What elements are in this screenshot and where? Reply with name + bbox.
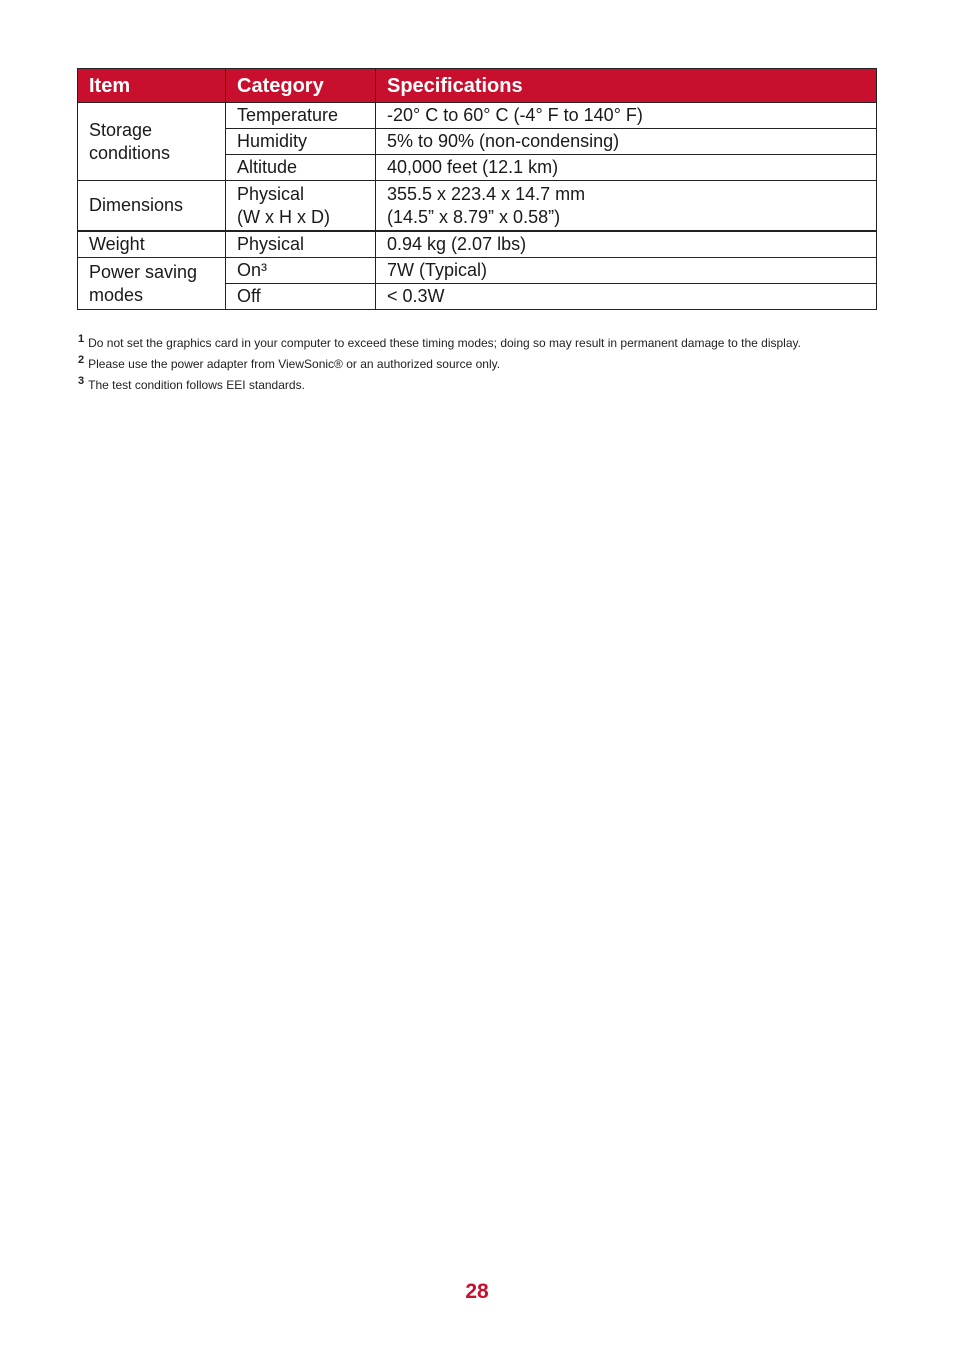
page-number: 28 xyxy=(465,1280,489,1303)
spec-cell: < 0.3W xyxy=(376,284,877,310)
spec-cell: 5% to 90% (non-condensing) xyxy=(376,129,877,155)
table-row xyxy=(78,231,877,258)
item-storage-conditions: Storage conditions xyxy=(78,103,226,181)
category-cell: Physical xyxy=(226,231,376,258)
item-weight: Weight xyxy=(78,231,226,258)
footnote: $^1$ Do not set the graphics card in your computer to exceed these timing modes; doing so may result in permanent damage to the display. xyxy=(78,333,801,350)
spec-cell: 0.94 kg (2.07 lbs) xyxy=(376,231,877,258)
header-item: Item xyxy=(78,69,226,103)
footnote: $^3$ The test condition follows EEI standards. xyxy=(78,375,305,392)
item-power-saving-modes: Power saving modes xyxy=(78,258,226,310)
category-cell: On³ xyxy=(226,258,376,284)
table-header-row xyxy=(78,69,877,103)
category-cell: Temperature xyxy=(226,103,376,129)
header-specifications: Specifications xyxy=(376,69,877,103)
category-cell: Physical (W x H x D) xyxy=(226,181,376,232)
footnotes xyxy=(78,329,898,392)
table-row xyxy=(78,258,877,284)
spec-cell: -20° C to 60° C (-4° F to 140° F) xyxy=(376,103,877,129)
table-row xyxy=(78,181,877,232)
category-cell: Humidity xyxy=(226,129,376,155)
specifications-table xyxy=(77,68,877,310)
item-dimensions: Dimensions xyxy=(78,181,226,232)
category-cell: Off xyxy=(226,284,376,310)
spec-cell: 40,000 feet (12.1 km) xyxy=(376,155,877,181)
header-category: Category xyxy=(226,69,376,103)
category-cell: Altitude xyxy=(226,155,376,181)
footnote: $^2$ Please use the power adapter from ViewSonic® or an authorized source only. xyxy=(78,354,501,371)
spec-cell: 7W (Typical) xyxy=(376,258,877,284)
spec-cell: 355.5 x 223.4 x 14.7 mm (14.5” x 8.79” x 0.58”) xyxy=(376,181,877,232)
table-row xyxy=(78,103,877,129)
